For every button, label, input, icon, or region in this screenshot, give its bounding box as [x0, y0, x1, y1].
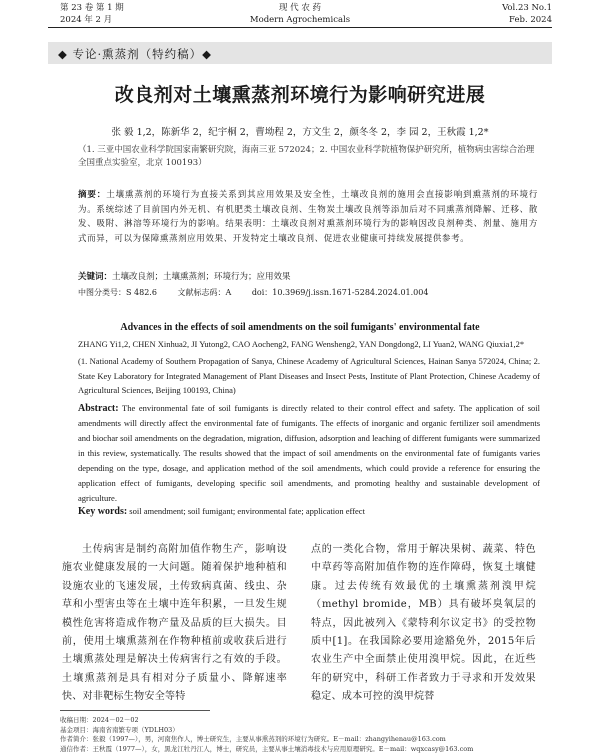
english-keywords-text: soil amendment; soil fumigant; environmental fate; application effect — [129, 506, 365, 516]
header-journal-name — [48, 2, 552, 26]
keywords-cn — [78, 270, 538, 282]
running-header — [48, 2, 552, 28]
header-volume-en: Vol.23 No.1 — [502, 2, 552, 14]
english-title: Advances in the effects of soil amendments on the soil fumigants' environmental fate — [48, 322, 552, 333]
header-date-en: Feb. 2024 — [502, 14, 552, 26]
keywords-cn-text: 土壤改良剂；土壤熏蒸剂；环境行为；应用效果 — [112, 272, 291, 282]
abstract-cn — [78, 188, 538, 246]
footnotes — [60, 716, 560, 754]
header-date-cn: 2024 年 2 月 — [60, 14, 124, 26]
english-abstract-text: The environmental fate of soil fumigants is directly related to their control effect and safety. The application of soil amendments will directly affect the environmental fate of fumigants. The effects of inorganic and organic fertilizer soil amendments and biochar soil amendments on the degradation, migration, diffusion, adsorption and leaching of different fumigants were summarized in this review, systematically. The results showed that the impact of soil amendments on the environmental fate of fumigants varies depending on the type, dosage, and application method of the soil amendments, which could provide a reference for ensuring the application effect of fumigants, developing specific soil amendments, and promoting healthy and sustainable development of agriculture. — [78, 403, 540, 503]
english-abstract — [78, 401, 540, 506]
header-issue-info-en — [502, 2, 552, 26]
classification-line — [78, 287, 538, 298]
section-banner-label: ◆ 专论·熏蒸剂（特约稿）◆ — [58, 46, 212, 62]
header-volume: 第 23 卷 第 1 期 — [60, 2, 124, 14]
english-affiliation: (1. National Academy of Southern Propagation of Sanya, Chinese Academy of Agricultural Sciences, Hainan Sanya 572024, China; 2. State Key Laboratory for Integrated Management of Plant Diseases and Insect Pests, Institute of Plant Protection, Chinese Academy of Agricultural Sciences, Beijing 100193, China) — [78, 354, 540, 398]
article-title: 改良剂对土壤熏蒸剂环境行为影响研究进展 — [48, 80, 552, 107]
abstract-cn-label: 摘要： — [78, 190, 106, 200]
english-abstract-label: Abstract: — [78, 403, 119, 414]
section-banner — [48, 42, 552, 64]
english-keywords — [78, 506, 540, 517]
journal-name-en: Modern Agrochemicals — [48, 14, 552, 26]
body-column-right: 点的一类化合物，常用于解决果树、蔬菜、特色中草药等高附加值作物的连作障碍，恢复土壤健康。过去传统有效最优的土壤熏蒸剂溴甲烷（methyl bromide，MB）具有破坏臭氧层的特点，因此被列入《蒙特利尔议定书》的受控物质中[1]。在我国除必要用途豁免外，2015年后农业生产中全面禁止使用溴甲烷。因此，在近些年的研究中，科研工作者致力于寻求和开发效果稳定、成本可控的溴甲烷替 — [311, 541, 536, 707]
footnote-corresponding: 通信作者：王秋霞（1977—），女，黑龙江牡丹江人，博士，研究员，主要从事土壤消毒技术与应用原理研究。E－mail：wqxcasy@163.com — [60, 745, 560, 754]
doi-link[interactable]: doi：10.3969/j.issn.1671-5284.2024.01.004 — [252, 288, 429, 297]
footnote-received: 收稿日期：2024－02－02 — [60, 716, 560, 726]
author-list: 张 毅 1,2，陈新华 2，纪宇桐 2，曹坳程 2，方文生 2，颜冬冬 2，李 园 2，王秋霞 1,2* — [48, 124, 552, 138]
keywords-cn-label: 关键词： — [78, 272, 112, 282]
english-author-list: ZHANG Yi1,2, CHEN Xinhua2, JI Yutong2, CAO Aocheng2, FANG Wensheng2, YAN Dongdong2, LI Yuan2, WANG Qiuxia1,2* — [78, 339, 540, 349]
journal-name-cn: 现 代 农 药 — [48, 2, 552, 14]
footnote-funding: 基金项目：海南省南繁专项（YDLH03） — [60, 726, 560, 736]
english-keywords-label: Key words: — [78, 506, 127, 517]
footnote-divider — [60, 710, 210, 711]
footnote-author-bio: 作者简介：张毅（1997—），男，河南焦作人，博士研究生，主要从事熏蒸剂的环境行为研究。E－mail：zhangyihenau@163.com — [60, 735, 560, 745]
abstract-cn-text: 土壤熏蒸剂的环境行为直接关系到其应用效果及安全性，土壤改良剂的施用会直接影响到熏蒸剂的环境行为。系统综述了目前国内外无机、有机肥类土壤改良剂、生物炭土壤改良剂等添加后对不同熏蒸剂降解、迁移、散发、吸附、淋溶等环境行为的影响。结果表明：土壤改良剂对熏蒸剂环境行为的影响因改良剂种类、剂量、施用方式而异，可以为保障熏蒸剂应用效果、开发特定土壤改良剂、促进农业健康可持续发展提供参考。 — [78, 190, 538, 244]
document-code: 文献标志码：A — [177, 288, 231, 297]
clc-number: 中图分类号：S 482.6 — [78, 288, 157, 297]
affiliation-cn: （1. 三亚中国农业科学院国家南繁研究院，海南三亚 572024；2. 中国农业科学院植物保护研究所，植物病虫害综合治理全国重点实验室，北京 100193） — [78, 144, 540, 170]
body-column-left: 土传病害是制约高附加值作物生产，影响设施农业健康发展的一大问题。随着保护地种植和设施农业的飞速发展，土传致病真菌、线虫、杂草和小型害虫等在土壤中连年积累，一旦发生规模性危害将造成作物产量及品质的巨大损失。目前，使用土壤熏蒸剂在作物种植前或收获后进行土壤熏蒸处理是解决土传病害行之有效的手段。土壤熏蒸剂是具有相对分子质量小、降解速率快、对非靶标生物安全等特 — [62, 541, 287, 707]
